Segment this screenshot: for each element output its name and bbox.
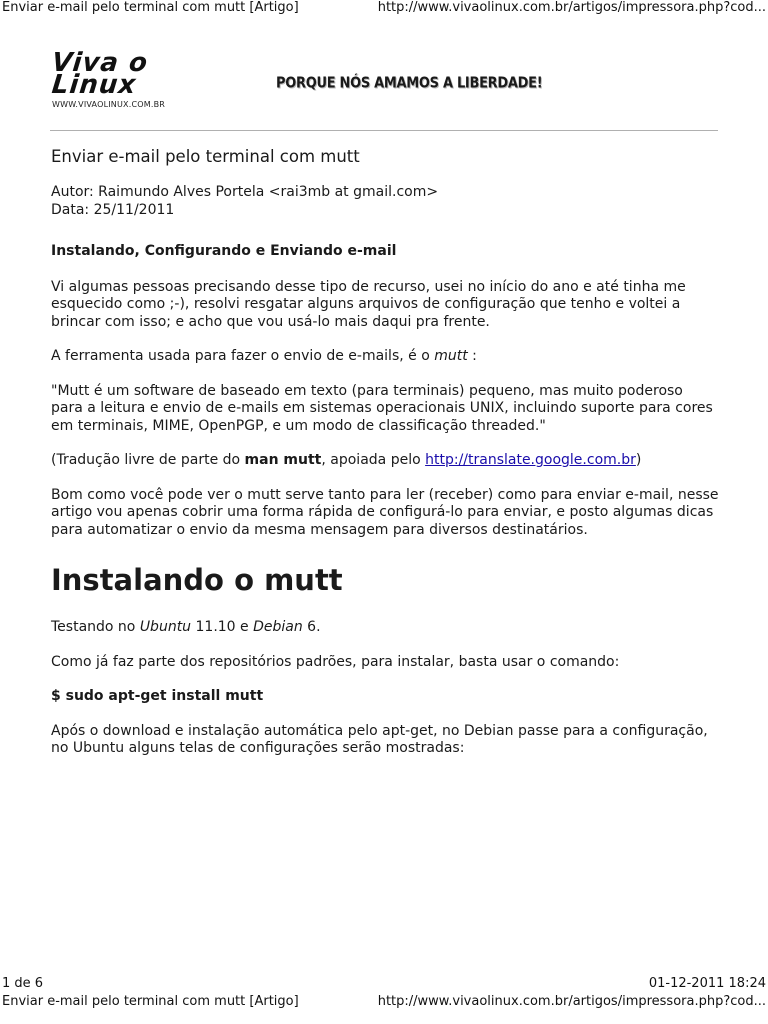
footer-page-title: Enviar e-mail pelo terminal com mutt [Artigo] — [2, 994, 299, 1009]
article-meta — [51, 184, 719, 219]
paragraph-overview: Bom como você pode ver o mutt serve tanto para ler (receber) como para enviar e-mail, nesse artigo vou apenas cobrir uma forma rápida de configurá-lo para enviar, e posto algumas dicas para automatizar o envio da mesma mensagem para diversos destinatários. — [51, 486, 719, 538]
paragraph-intro: Vi algumas pessoas precisando desse tipo de recurso, usei no início do ano e até tinha me esquecido como ;-), resolvi resgatar alguns arquivos de configuração que tenho e voltei a brincar com isso; e acho que vou usá-lo mais daqui pra frente. — [51, 278, 686, 330]
text: : — [467, 348, 477, 364]
paragraph-tool — [51, 348, 719, 366]
site-slogan: PORQUE NÓS AMAMOS A LIBERDADE! — [276, 74, 543, 93]
text: ) — [635, 452, 642, 468]
text: 11.10 e — [191, 619, 254, 635]
text: (Tradução livre de parte do — [51, 452, 245, 468]
text: Testando no — [51, 619, 140, 635]
header-page-title: Enviar e-mail pelo terminal com mutt [Artigo] — [2, 0, 299, 15]
footer-page-number: 1 de 6 — [2, 976, 44, 991]
footer-page-url: http://www.vivaolinux.com.br/artigos/impressora.php?cod... — [377, 994, 766, 1009]
article-date: Data: 25/11/2011 — [51, 201, 175, 218]
paragraph-quote: "Mutt é um software de baseado em texto (para terminais) pequeno, mas muito poderoso para a leitura e envio de e-mails em sistemas operacionais UNIX, incluindo suporte para cores em terminais, MIME, OpenPGP, e um modo de classificação threaded." — [51, 382, 713, 434]
section-heading: Instalando o mutt — [51, 563, 343, 597]
emphasis-debian: Debian — [253, 619, 303, 635]
paragraph-config: Após o download e instalação automática pelo apt-get, no Debian passe para a configuração, no Ubuntu alguns telas de configurações serão mostradas: — [51, 722, 708, 756]
footer-datetime: 01-12-2011 18:24 — [648, 976, 766, 991]
emphasis-ubuntu: Ubuntu — [139, 619, 192, 635]
paragraph-translation — [51, 452, 719, 470]
bold-man-mutt: man mutt — [244, 452, 322, 468]
article-body — [51, 146, 719, 775]
text: , apoiada pelo — [321, 452, 426, 468]
translate-link[interactable]: http://translate.google.com.br — [425, 452, 636, 468]
article-author: Autor: Raimundo Alves Portela <rai3mb at gmail.com> — [51, 184, 439, 200]
logo-url: WWW.VIVAOLINUX.COM.BR — [52, 100, 166, 109]
paragraph-install: Como já faz parte dos repositórios padrões, para instalar, basta usar o comando: — [51, 653, 620, 670]
header-page-url: http://www.vivaolinux.com.br/artigos/impressora.php?cod... — [377, 0, 766, 15]
install-command: $ sudo apt-get install mutt — [51, 688, 264, 704]
header-divider — [50, 130, 718, 131]
logo-line-2: Linux — [50, 70, 138, 100]
paragraph-testing — [51, 619, 719, 637]
site-logo[interactable] — [50, 48, 172, 116]
article-title: Enviar e-mail pelo terminal com mutt — [51, 147, 360, 166]
logo-line-1: Viva o — [50, 48, 150, 78]
emphasis-mutt: mutt — [434, 348, 468, 364]
text: A ferramenta usada para fazer o envio de e-mails, é o — [51, 348, 435, 364]
text: 6. — [302, 619, 321, 635]
section-subtitle: Instalando, Configurando e Enviando e-mail — [51, 243, 397, 259]
